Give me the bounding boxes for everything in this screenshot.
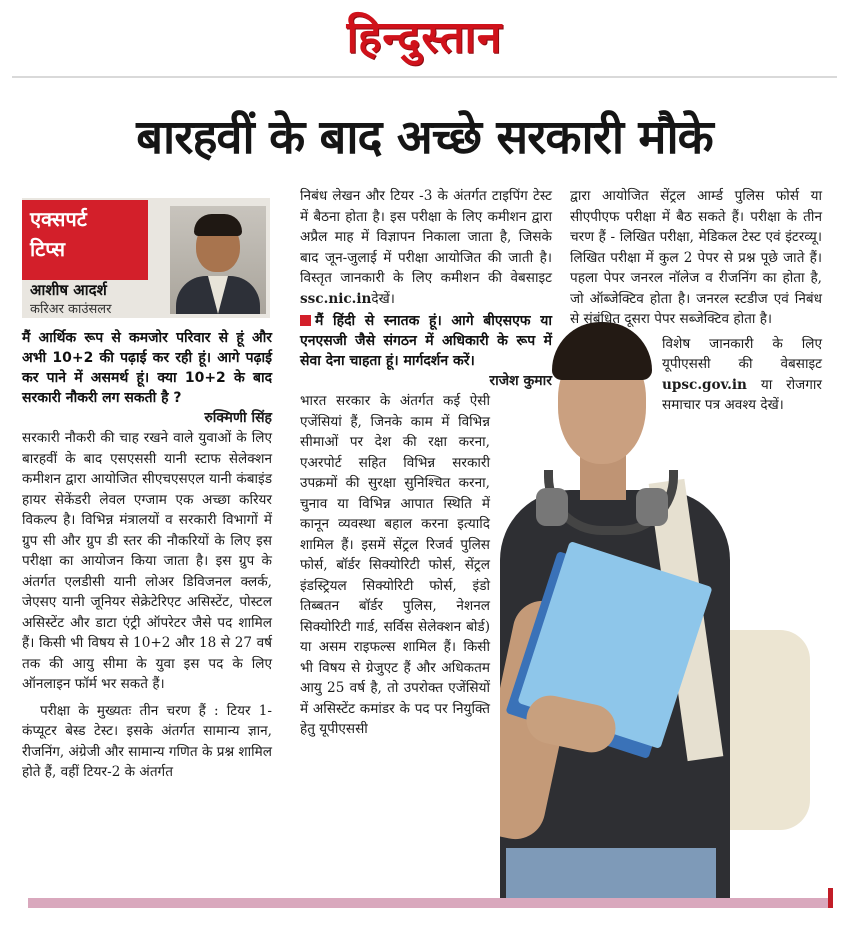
footer-marker — [828, 888, 833, 908]
column-1 — [22, 328, 272, 783]
question-2-text: मैं हिंदी से स्नातक हूं। आगे बीएसएफ या एनएसजी जैसे संगठन में अधिकारी के रूप में सेवा देना चाहता हूं। मार्गदर्शन करें। — [300, 313, 552, 369]
question-1: मैं आर्थिक रूप से कमजोर परिवार से हूं और अभी 10+2 की पढ़ाई कर रही हूं। आगे पढ़ाई कर पाने में असमर्थ हूं। क्या 10+2 के बाद सरकारी नौकरी लग सकती है ? — [22, 330, 272, 406]
answer-1-para-3 — [300, 186, 552, 309]
answer-2-text: विशेष जानकारी के लिए यूपीएससी की वेबसाइट — [662, 335, 822, 372]
expert-tips-label — [22, 200, 148, 280]
column-3 — [570, 186, 822, 416]
answer-2-para-2: द्वारा आयोजित सेंट्रल आर्म्ड पुलिस फोर्स या सीएपीएफ परीक्षा में बैठ सकते हैं। परीक्षा के तीन चरण हैं - लिखित परीक्षा, मेडिकल टेस्ट एवं इंटरव्यू। लिखित परीक्षा में कुल 2 पेपर से प्रश्न पूछे जाते हैं। पहला पेपर जनरल नॉलेज व रीजनिंग का होता है, जो ऑब्जेक्टिव होता है। जनरल स्टडीज एवं निबंध से संबंधित दूसरा पेपर सब्जेक्टिव होता है। — [570, 188, 822, 327]
answer-1-text: निबंध लेखन और टियर -3 के अंतर्गत टाइपिंग टेस्ट में बैठना होता है। इस परीक्षा के लिए कमीशन द्वारा अप्रैल माह में विज्ञापन निकाला जाता है, जिसके बाद जून-जुलाई में परीक्षा आयोजित की जाती है। विस्तृत जानकारी के लिए कमीशन की वेबसाइट — [300, 188, 552, 286]
expert-photo — [170, 206, 266, 314]
article-headline: बारहवीं के बाद अच्छे सरकारी मौके — [136, 110, 713, 165]
newspaper-logo: हिन्दुस्तान — [346, 12, 503, 63]
answer-2-para-1: भारत सरकार के अंतर्गत कई ऐसी एजेंसियां हैं, जिनके काम में विभिन्न सीमाओं पर देश की रक्षा करना, एअरपोर्ट सहित विभिन्न सरकारी उपक्रमों की सुरक्षा सुनिश्चित करना, चुनाव या विभिन्न आपात स्थिति में कानून व्यवस्था बहाल करना इत्यादि शामिल हैं। इसमें सेंट्रल रिजर्व पुलिस फोर्स, बॉर्डर सिक्योरिटी फोर्स, सेंट्रल इंडस्ट्रियल सिक्योरिटी फोर्स, इंडो तिब्बतन बॉर्डर पुलिस, नेशनल सिक्योरिटी गार्ड, सर्विस सेलेक्शन बोर्ड) या असम राइफल्स शामिल हैं। किसी भी विषय से ग्रेजुएट हैं और अधिकतम आयु 25 वर्ष है, तो उपरोक्त एजेंसियों में असिस्टेंट कमांडर के पद पर नियुक्ति हेतु यूपीएससी — [300, 393, 490, 737]
asker-1: रुक्मिणी सिंह — [204, 410, 272, 426]
ssc-website-link[interactable]: ssc.nic.in — [300, 290, 372, 307]
expert-title: करिअर काउंसलर — [30, 302, 112, 317]
top-divider — [12, 76, 837, 78]
answer-1-para-1: सरकारी नौकरी की चाह रखने वाले युवाओं के लिए बारहवीं के बाद एसएससी यानी स्टाफ सेलेक्शन कमीशन द्वारा आयोजित सीएचएसएल यानी कंबाइंड हायर सेकेंडरी लेवल एग्जाम एक अच्छा करियर विकल्प है। विभिन्न मंत्रालयों व सरकारी विभागों में ग्रुप सी और ग्रुप डी स्तर की नौकरियों के लिए इस परीक्षा का आयोजन किया जाता है। इस ग्रुप के अंतर्गत एलडीसी यानी लोअर डिविजनल क्लर्क, जेएसए यानी जूनियर सेक्रेटेरिएट असिस्टेंट, पोस्टल असिस्टेंट और डाटा एंट्री ऑपरेटर जैसे पद शामिल हैं। किसी भी विषय से 10+2 और 18 से 27 वर्ष तक की आयु सीमा के युवा इस पद के लिए ऑनलाइन फॉर्म भर सकते हैं। — [22, 430, 272, 692]
answer-2-text-end: या रोजगार समाचार पत्र अवश्य देखें। — [662, 376, 822, 413]
asker-2: राजेश कुमार — [489, 373, 552, 389]
expert-label-line2: टिप्स — [30, 237, 66, 261]
expert-label-line1: एक्सपर्ट — [30, 207, 87, 231]
answer-2-para-3 — [662, 334, 822, 416]
column-2 — [300, 186, 552, 740]
answer-1-para-2: परीक्षा के मुख्यतः तीन चरण हैं : टियर 1- कंप्यूटर बेस्ड टेस्ट। इसके अंतर्गत सामान्य ज्ञान, रीजनिंग, अंग्रेजी और सामान्य गणित के प्रश्न शामिल होते हैं, वहीं टियर-2 के अंतर्गत — [22, 702, 273, 780]
footer-bar — [28, 898, 828, 908]
expert-name: आशीष आदर्श — [30, 281, 107, 299]
answer-1-text-end: देखें। — [371, 290, 395, 307]
masthead — [0, 0, 849, 76]
upsc-website-link[interactable]: upsc.gov.in — [662, 376, 747, 393]
square-bullet-icon — [300, 315, 311, 326]
question-2 — [300, 311, 552, 371]
